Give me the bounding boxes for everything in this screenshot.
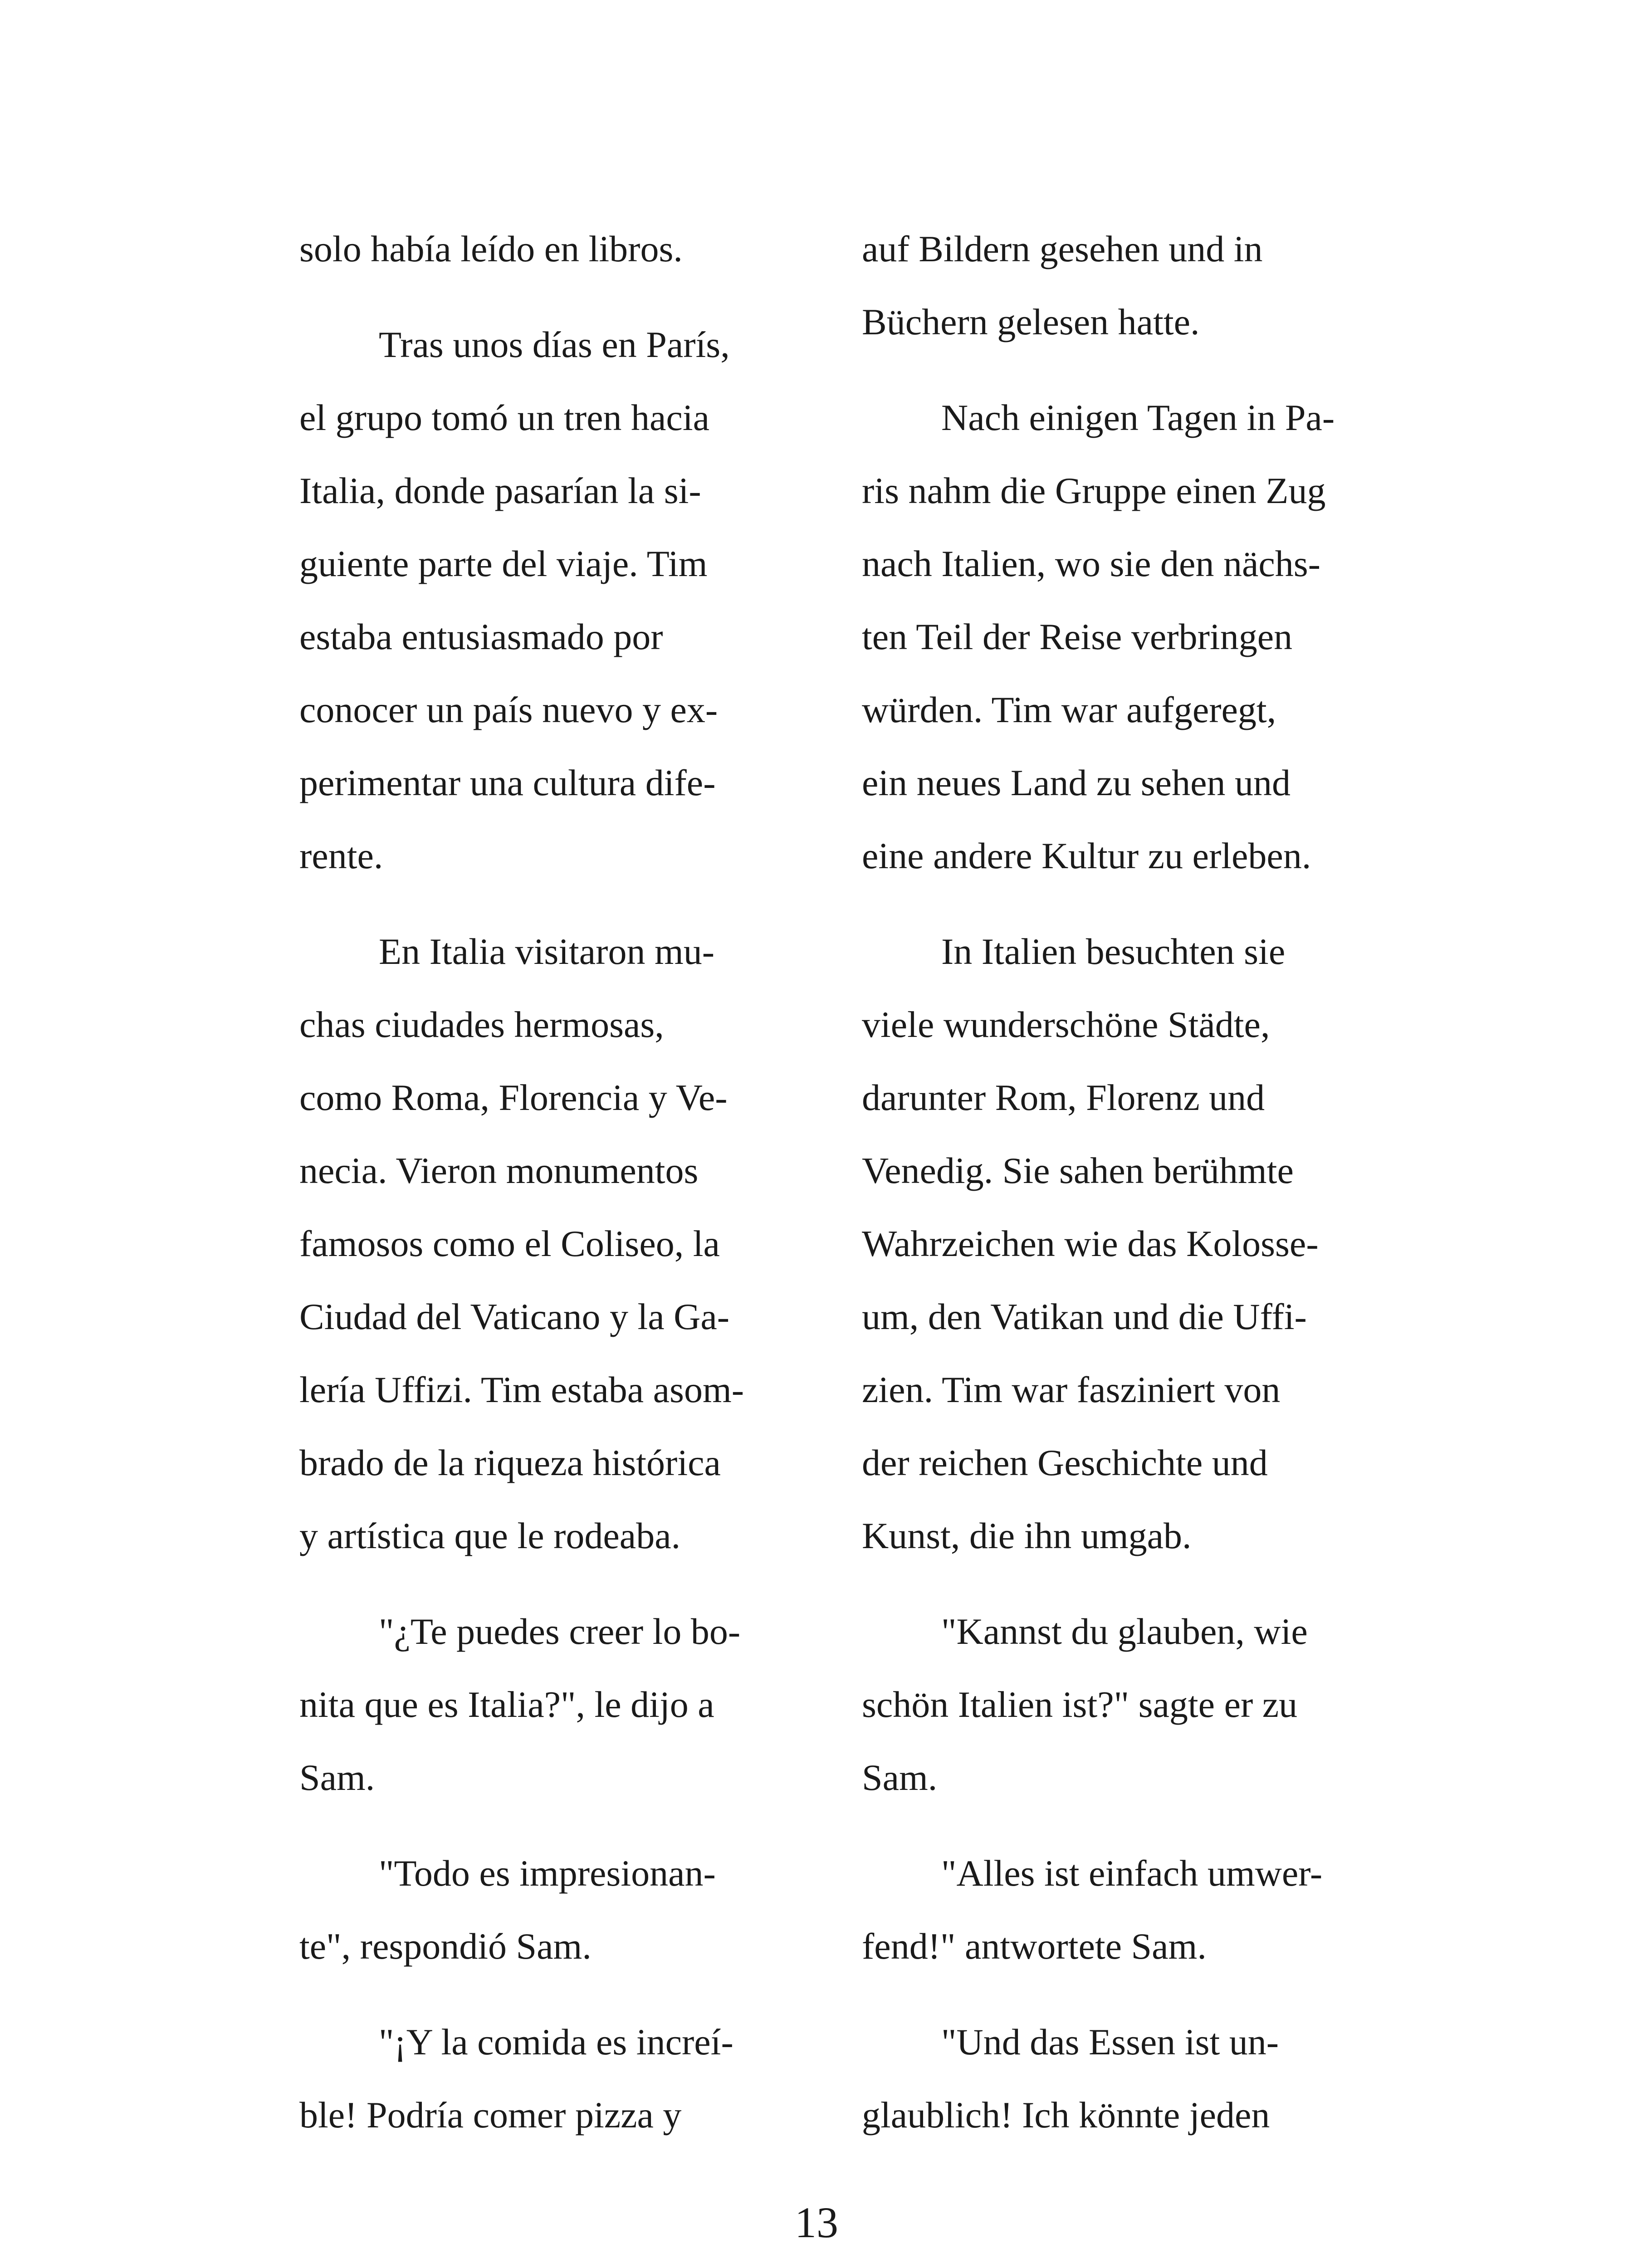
text-line: y artística que le rodeaba. [299, 1515, 681, 1556]
bat-icon [776, 2263, 948, 2268]
text-line: ten Teil der Reise verbringen [862, 616, 1293, 657]
paragraph-gap [299, 285, 807, 308]
paragraph-gap [862, 1572, 1370, 1595]
paragraph [862, 2005, 1370, 2151]
paragraph [862, 1595, 1370, 1814]
text-line: "Todo es impresionan- [379, 1853, 716, 1894]
text-line: um, den Vatikan und die Uffi- [862, 1296, 1307, 1337]
paragraph-gap [862, 1814, 1370, 1837]
text-line: viele wunderschöne Städte, [862, 1004, 1270, 1045]
paragraph-gap [862, 892, 1370, 915]
spanish-text-column [299, 212, 807, 2151]
text-line: En Italia visitaron mu- [379, 931, 715, 972]
text-line: Wahrzeichen wie das Kolosse- [862, 1223, 1319, 1264]
text-line: schön Italien ist?" sagte er zu [862, 1684, 1298, 1725]
text-line: Sam. [862, 1757, 938, 1798]
paragraph-gap [299, 892, 807, 915]
text-line: el grupo tomó un tren hacia [299, 397, 710, 438]
text-line: famosos como el Coliseo, la [299, 1223, 720, 1264]
paragraph [299, 915, 807, 1572]
text-line: "Kannst du glauben, wie [941, 1611, 1308, 1652]
paragraph-gap [299, 1983, 807, 2005]
text-line: Tras unos días en París, [379, 324, 730, 365]
text-line: rente. [299, 835, 383, 876]
text-line: "¡Y la comida es increí- [379, 2021, 733, 2063]
text-line: der reichen Geschichte und [862, 1442, 1268, 1483]
text-line: Kunst, die ihn umgab. [862, 1515, 1192, 1556]
text-line: nach Italien, wo sie den nächs- [862, 543, 1320, 584]
page-number: 13 [795, 2198, 838, 2247]
text-line: Italia, donde pasarían la si- [299, 470, 701, 511]
text-line: ble! Podría comer pizza y [299, 2094, 682, 2136]
text-line: Büchern gelesen hatte. [862, 301, 1200, 342]
text-line: darunter Rom, Florenz und [862, 1077, 1265, 1118]
text-line: glaublich! Ich könnte jeden [862, 2094, 1270, 2136]
paragraph [299, 308, 807, 892]
text-line: auf Bildern gesehen und in [862, 228, 1263, 269]
paragraph [862, 915, 1370, 1572]
german-text-column [862, 212, 1370, 2151]
text-line: würden. Tim war aufgeregt, [862, 689, 1276, 730]
text-line: ris nahm die Gruppe einen Zug [862, 470, 1326, 511]
text-line: nita que es Italia?", le dijo a [299, 1684, 714, 1725]
text-line: Ciudad del Vaticano y la Ga- [299, 1296, 730, 1337]
text-line: estaba entusiasmado por [299, 616, 663, 657]
text-line: fend!" antwortete Sam. [862, 1926, 1207, 1967]
text-line: chas ciudades hermosas, [299, 1004, 664, 1045]
text-line: conocer un país nuevo y ex- [299, 689, 718, 730]
text-line: "¿Te puedes creer lo bo- [379, 1611, 741, 1652]
text-line: In Italien besuchten sie [941, 931, 1286, 972]
text-line: perimentar una cultura dife- [299, 762, 716, 803]
text-line: "Und das Essen ist un- [941, 2021, 1279, 2063]
text-line: Sam. [299, 1757, 375, 1798]
paragraph [299, 1595, 807, 1814]
text-line: eine andere Kultur zu erleben. [862, 835, 1311, 876]
text-line: lería Uffizi. Tim estaba asom- [299, 1369, 744, 1410]
text-line: Venedig. Sie sahen berühmte [862, 1150, 1294, 1191]
paragraph [862, 381, 1370, 892]
paragraph [862, 212, 1370, 358]
paragraph-gap [862, 358, 1370, 381]
paragraph [862, 1837, 1370, 1983]
text-line: solo había leído en libros. [299, 228, 683, 269]
paragraph [299, 2005, 807, 2151]
text-line: guiente parte del viaje. Tim [299, 543, 708, 584]
text-line: como Roma, Florencia y Ve- [299, 1077, 728, 1118]
text-line: necia. Vieron monumentos [299, 1150, 699, 1191]
paragraph-gap [862, 1983, 1370, 2005]
paragraph-gap [299, 1814, 807, 1837]
text-line: te", respondió Sam. [299, 1926, 592, 1967]
paragraph-gap [299, 1572, 807, 1595]
paragraph [299, 1837, 807, 1983]
text-line: zien. Tim war fasziniert von [862, 1369, 1281, 1410]
paragraph [299, 212, 807, 285]
text-line: Nach einigen Tagen in Pa- [941, 397, 1335, 438]
text-line: "Alles ist einfach umwer- [941, 1853, 1323, 1894]
text-line: ein neues Land zu sehen und [862, 762, 1291, 803]
text-line: brado de la riqueza histórica [299, 1442, 721, 1483]
